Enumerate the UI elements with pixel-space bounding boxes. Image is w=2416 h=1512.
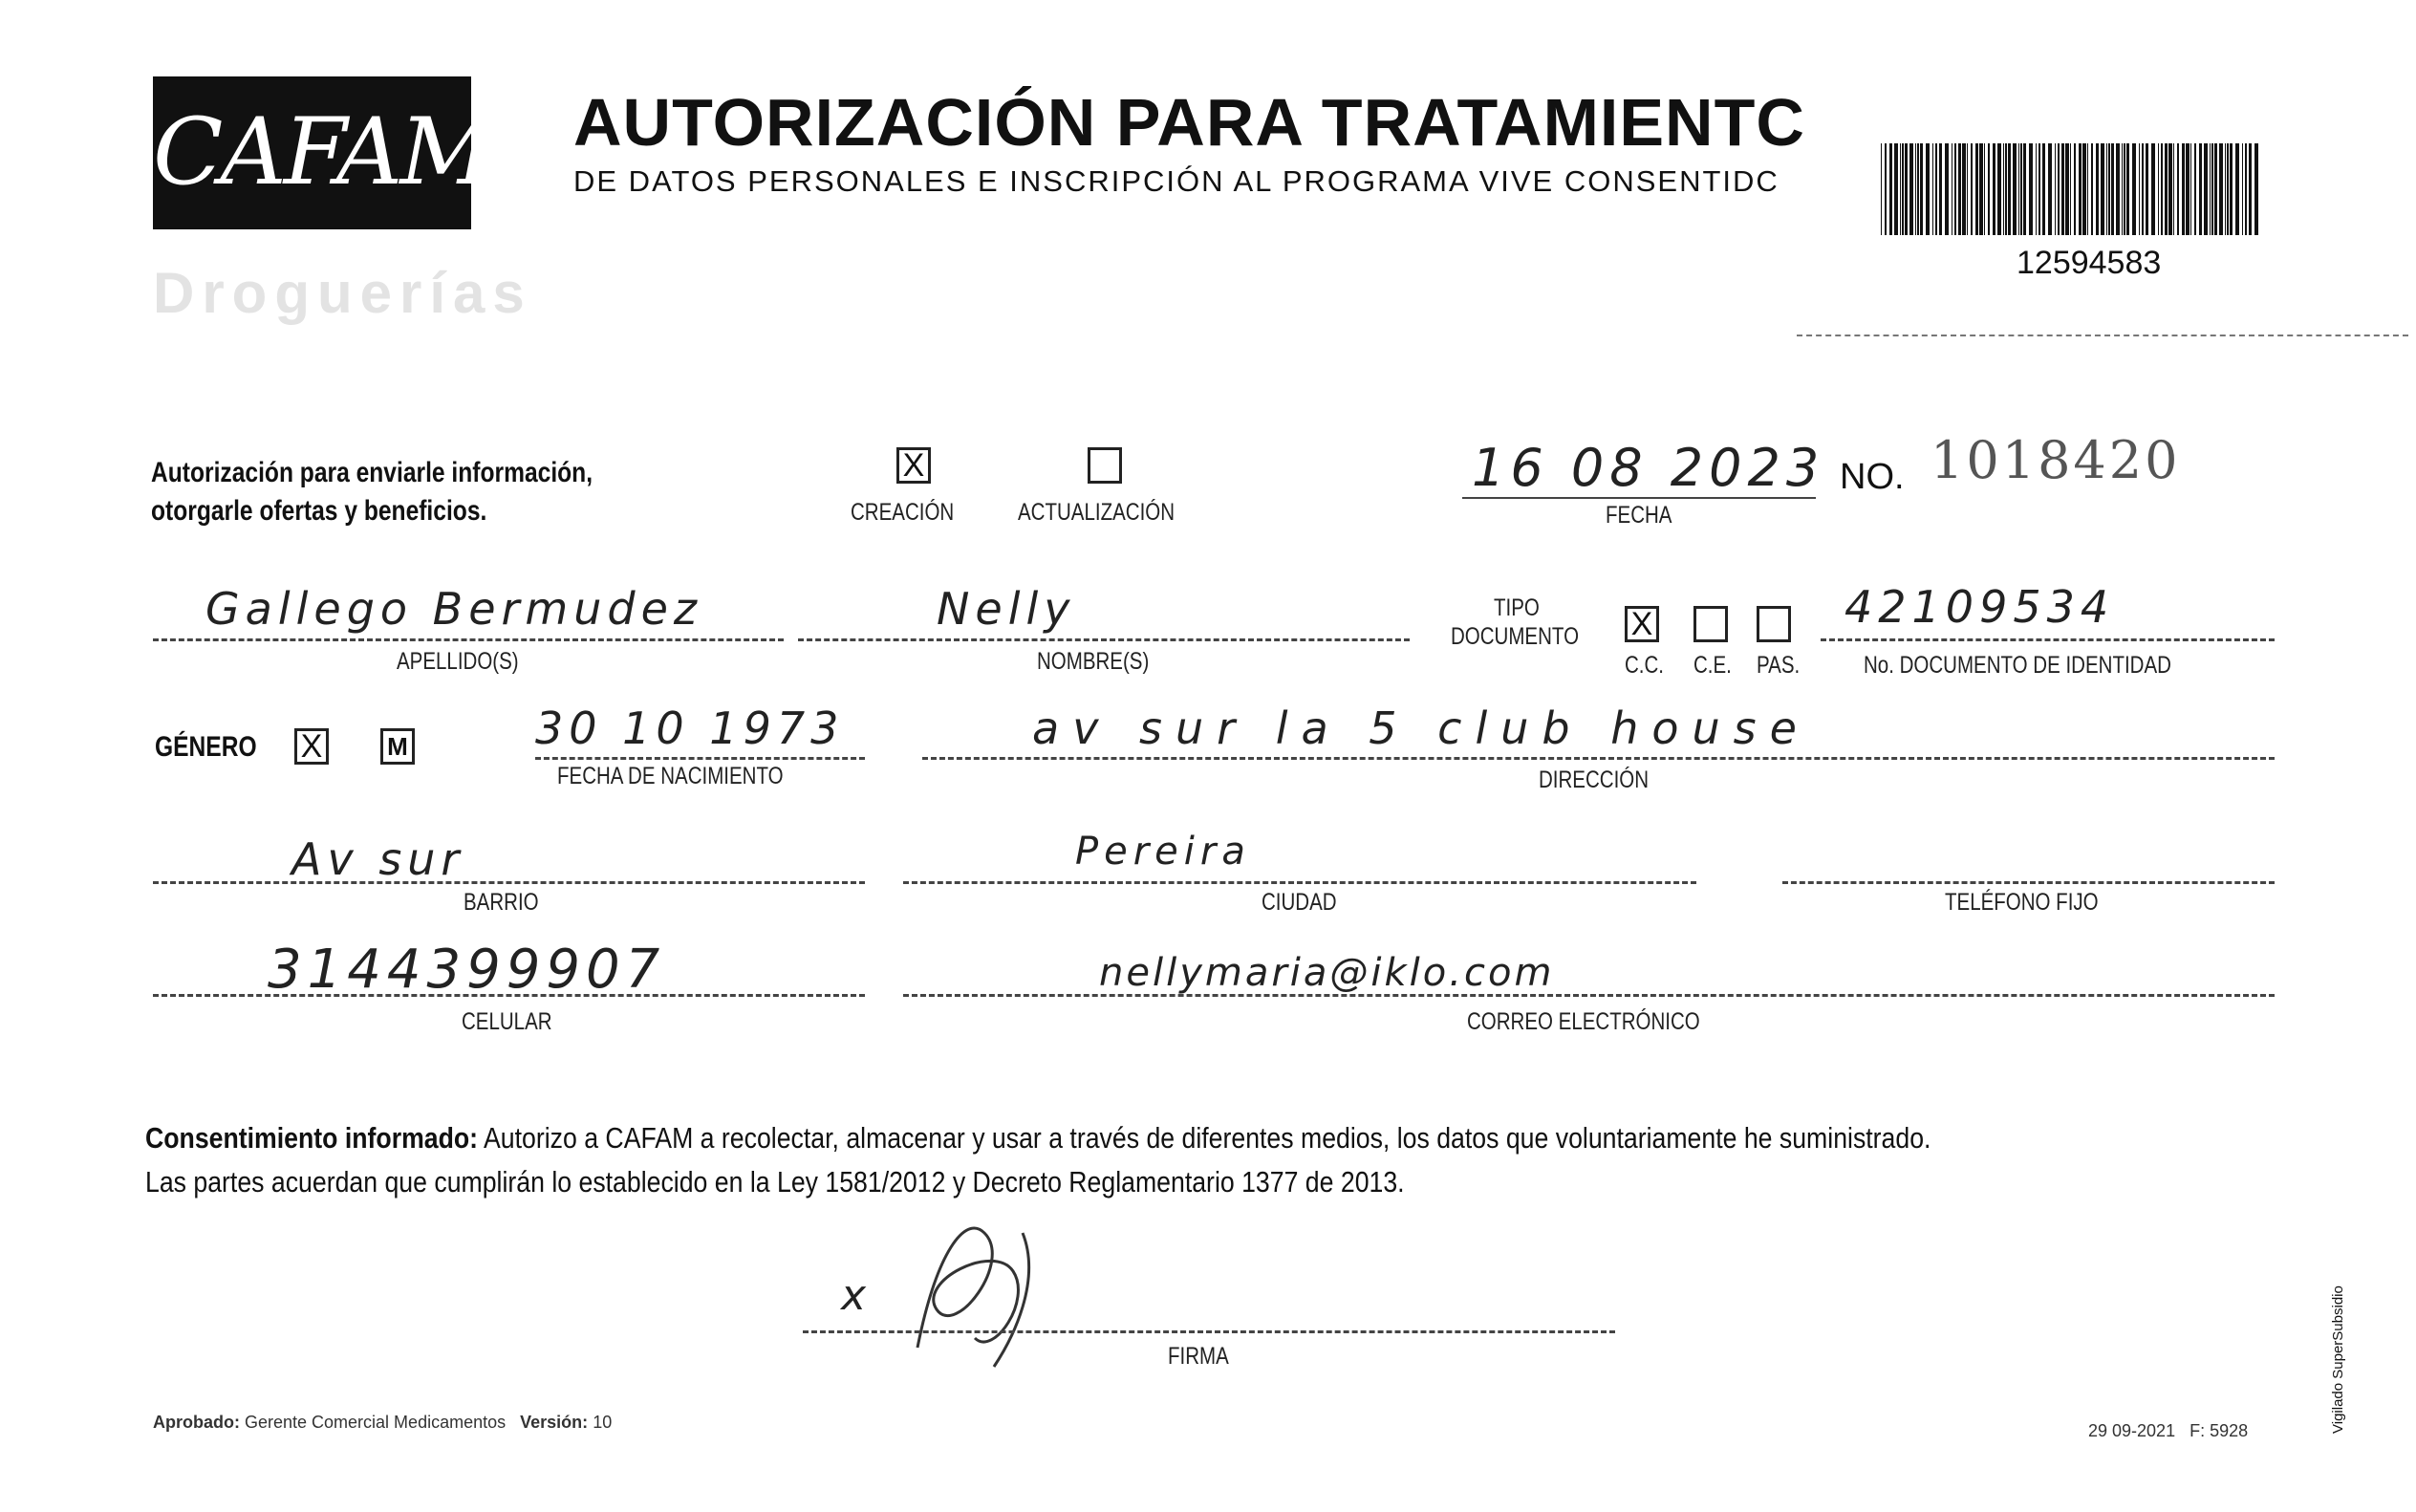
cut-line	[1797, 335, 2408, 336]
nacimiento-line	[535, 757, 865, 760]
form-subtitle: DE DATOS PERSONALES E INSCRIPCIÓN AL PROGRAMA VIVE CONSENTIDC	[573, 164, 1780, 198]
direccion-line	[922, 757, 2275, 760]
barrio-label: BARRIO	[464, 889, 539, 916]
cc-checkbox[interactable]: X	[1625, 606, 1659, 642]
logo-subtext: Droguerías	[153, 261, 532, 325]
documento-label: No. DOCUMENTO DE IDENTIDAD	[1864, 652, 2171, 679]
nombres-line	[798, 638, 1410, 641]
correo-value[interactable]: nellymaria@iklo.com	[1099, 951, 1555, 995]
aprobado-value: Gerente Comercial Medicamentos	[245, 1413, 507, 1432]
genero-label: GÉNERO	[155, 731, 257, 763]
documento-value[interactable]: 42109534	[1844, 581, 2115, 633]
tipo-label: TIPO	[1494, 594, 1540, 621]
no-label: NO.	[1840, 457, 1905, 497]
nacimiento-value[interactable]: 30 10 1973	[535, 702, 845, 754]
documento-line	[1821, 638, 2275, 641]
footer-aprobado	[153, 1413, 612, 1433]
celular-line	[153, 994, 865, 997]
ciudad-line	[903, 881, 1696, 884]
documento-tipo-label: DOCUMENTO	[1451, 623, 1580, 650]
ce-checkbox[interactable]	[1693, 606, 1728, 642]
fecha-value[interactable]: 16 08 2023	[1472, 438, 1825, 498]
vigilado-side-text: Vigilado SuperSubsidio	[2330, 1285, 2346, 1434]
pas-checkbox[interactable]	[1757, 606, 1791, 642]
barcode-icon	[1881, 143, 2263, 235]
firma-line	[803, 1330, 1615, 1333]
apellidos-value[interactable]: Gallego Bermudez	[205, 583, 703, 635]
celular-value[interactable]: 3144399907	[268, 939, 666, 1001]
barcode-number: 12594583	[2017, 245, 2162, 281]
genero-f-checkbox[interactable]: X	[294, 728, 329, 765]
ciudad-value[interactable]: Pereira	[1075, 830, 1251, 874]
auth-text-1: Autorización para enviarle información,	[151, 457, 593, 488]
date-code: 29 09-2021	[2088, 1421, 2176, 1440]
fecha-label: FECHA	[1606, 502, 1672, 529]
signature-scribble	[879, 1195, 1099, 1386]
consent-paragraph-2	[145, 1160, 2286, 1204]
apellidos-label: APELLIDO(S)	[397, 648, 519, 675]
direccion-label: DIRECCIÓN	[1539, 767, 1650, 793]
celular-label: CELULAR	[462, 1008, 552, 1035]
creacion-label: CREACIÓN	[851, 499, 955, 526]
form-title: AUTORIZACIÓN PARA TRATAMIENTC	[573, 85, 1805, 160]
correo-line	[903, 994, 2275, 997]
barrio-line	[153, 881, 865, 884]
correo-label: CORREO ELECTRÓNICO	[1467, 1008, 1700, 1035]
genero-m-checkbox[interactable]: M	[380, 728, 415, 765]
cc-label: C.C.	[1625, 652, 1664, 679]
actualizacion-label: ACTUALIZACIÓN	[1018, 499, 1176, 526]
actualizacion-checkbox[interactable]	[1088, 447, 1122, 484]
version-label: Versión:	[520, 1413, 589, 1432]
consent-heading: Consentimiento informado:	[145, 1121, 479, 1155]
version-value: 10	[593, 1413, 613, 1432]
auth-text-2: otorgarle ofertas y beneficios.	[151, 495, 487, 527]
signature-x-mark: x	[841, 1271, 873, 1320]
nombres-label: NOMBRE(S)	[1037, 648, 1150, 675]
creacion-checkbox[interactable]: X	[896, 447, 931, 484]
apellidos-line	[153, 638, 784, 641]
firma-label: FIRMA	[1168, 1343, 1229, 1370]
nombres-value[interactable]: Nelly	[937, 583, 1076, 635]
form-code: F: 5928	[2190, 1421, 2249, 1440]
consent-text-2: Las partes acuerdan que cumplirán lo establecido en la Ley 1581/2012 y Decreto Reglamentario 1377 de 2013.	[145, 1165, 1405, 1199]
telefono-label: TELÉFONO FIJO	[1945, 889, 2099, 916]
consent-text-1: Autorizo a CAFAM a recolectar, almacenar y usar a través de diferentes medios, los datos que voluntariamente he suministrado.	[478, 1121, 1931, 1155]
ciudad-label: CIUDAD	[1262, 889, 1337, 916]
nacimiento-label: FECHA DE NACIMIENTO	[557, 763, 784, 789]
barrio-value[interactable]: Av sur	[291, 833, 465, 885]
fecha-line	[1462, 497, 1816, 499]
pas-label: PAS.	[1757, 652, 1801, 679]
direccion-value[interactable]: av sur la 5 club house	[1032, 702, 1810, 754]
form-number: 1018420	[1931, 430, 2181, 490]
footer-codes	[2088, 1421, 2248, 1441]
aprobado-label: Aprobado:	[153, 1413, 240, 1432]
consent-paragraph	[145, 1116, 2286, 1160]
cafam-logo: CAFAM	[153, 98, 491, 205]
telefono-line	[1782, 881, 2275, 884]
ce-label: C.E.	[1693, 652, 1732, 679]
